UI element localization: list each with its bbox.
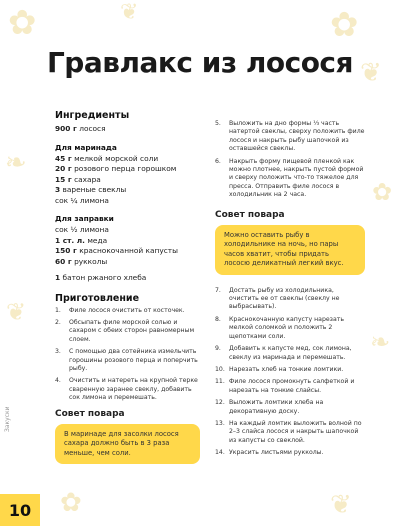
step-item: 1. Филе лосося очистить от косточек. (55, 306, 185, 314)
steps-list-right-top (215, 120, 365, 200)
section-label: Закуски (4, 406, 11, 432)
step-item: 8. Краснокочанную капусту нарезать мелкой соломкой и положить 2 щепотками соли. (215, 315, 345, 340)
page-number: 10 (0, 494, 40, 526)
ingredient-item: 150 г краснокочанной капусты (55, 246, 178, 255)
right-column (215, 120, 365, 462)
tip-heading: Совет повара (55, 408, 125, 419)
decor-shape: ❦ (330, 490, 352, 520)
step-item: 3. С помощью два сотейника измельчить горошины розового перца и поперчить рыбу. (55, 348, 198, 372)
step-item: 2. Обсыпать филе морской солью и сахаром с обеих сторон равномерным слоем. (55, 318, 195, 343)
decor-shape: ❦ (6, 298, 27, 326)
decor-shape: ✿ (8, 3, 37, 43)
preparation-heading: Приготовление (55, 292, 140, 304)
decor-shape: ❧ (370, 328, 391, 356)
ingredient-item: 45 г мелкой морской соли (55, 153, 159, 163)
steps-list-left (55, 307, 200, 403)
ingredient-item: 15 г сахара (55, 174, 101, 184)
tip-box: Можно оставить рыбу в холодильнике на ночь, но пары часов хватит, чтобы придать лососю деликатный легкий вкус. (215, 225, 365, 275)
tip-box: В маринаде для засолки лосося сахара должно быть в 3 раза меньше, чем соли. (55, 424, 200, 465)
ingredient-item: сок ½ лимона (55, 225, 109, 234)
marinade-heading: Для маринада (55, 142, 117, 152)
ingredient-item: 3 вареные свеклы (55, 185, 127, 194)
decor-shape: ✿ (60, 488, 82, 518)
dressing-heading: Для заправки (55, 214, 114, 223)
step-item: 10. Нарезать хлеб на тонкие ломтики. (215, 365, 344, 373)
step-item: 7. Достать рыбу из холодильника, очистить ее от свеклы (свеклу не выбрасывать). (215, 286, 340, 311)
tip-heading: Совет повара (215, 209, 285, 220)
decor-shape: ❧ (5, 148, 27, 178)
ingredient-salmon: 900 г лосося (55, 124, 106, 133)
step-item: 5. Выложить на дно формы ⅓ часть натертой свеклы, сверху положить филе лосося и накрыть рыбу шапочкой из оставшейся свеклы. (215, 120, 365, 153)
step-item: 9. Добавить к капусте мед, сок лимона, свеклу из маринада и перемешать. (215, 345, 352, 361)
ingredient-item: 60 г рукколы (55, 256, 108, 266)
decor-shape: ✿ (372, 178, 393, 206)
decor-shape: ✿ (330, 5, 359, 45)
step-item: 12. Выложить ломтики хлеба на декоративную доску. (215, 399, 324, 415)
steps-list-right-bottom (215, 287, 365, 458)
step-item: 13. На каждый ломтик выложить волной по 2–3 слайса лосося и накрыть шапочкой из капусты со свеклой. (215, 419, 362, 444)
step-item: 11. Филе лосося промокнуть салфеткой и нарезать на тонкие слайсы. (215, 378, 355, 394)
ingredient-item: сок ¼ лимона (55, 195, 109, 205)
step-item: 14. Украсить листьями рукколы. (215, 449, 324, 457)
ingredient-bread: 1 батон ржаного хлеба (55, 273, 147, 282)
step-item: 4. Очистить и натереть на крупной терке сваренную заранее свеклу, добавить сок лимона и перемешать. (55, 377, 198, 402)
left-column (55, 110, 200, 464)
ingredient-item: 20 г розового перца горошком (55, 164, 177, 173)
ingredients-heading: Ингредиенты (55, 110, 130, 121)
page-title: Гравлакс из лосося (46, 46, 354, 79)
step-item: 6. Накрыть форму пищевой пленкой как можно плотнее, накрыть пустой формой и сверху положить что-то тяжелое для пресса. Отправить филе лосося в холодильник на 2 часа. (215, 157, 364, 199)
ingredient-item: 1 ст. л. меда (55, 235, 108, 245)
decor-shape: ❦ (120, 0, 139, 25)
decor-shape: ❦ (360, 58, 382, 88)
